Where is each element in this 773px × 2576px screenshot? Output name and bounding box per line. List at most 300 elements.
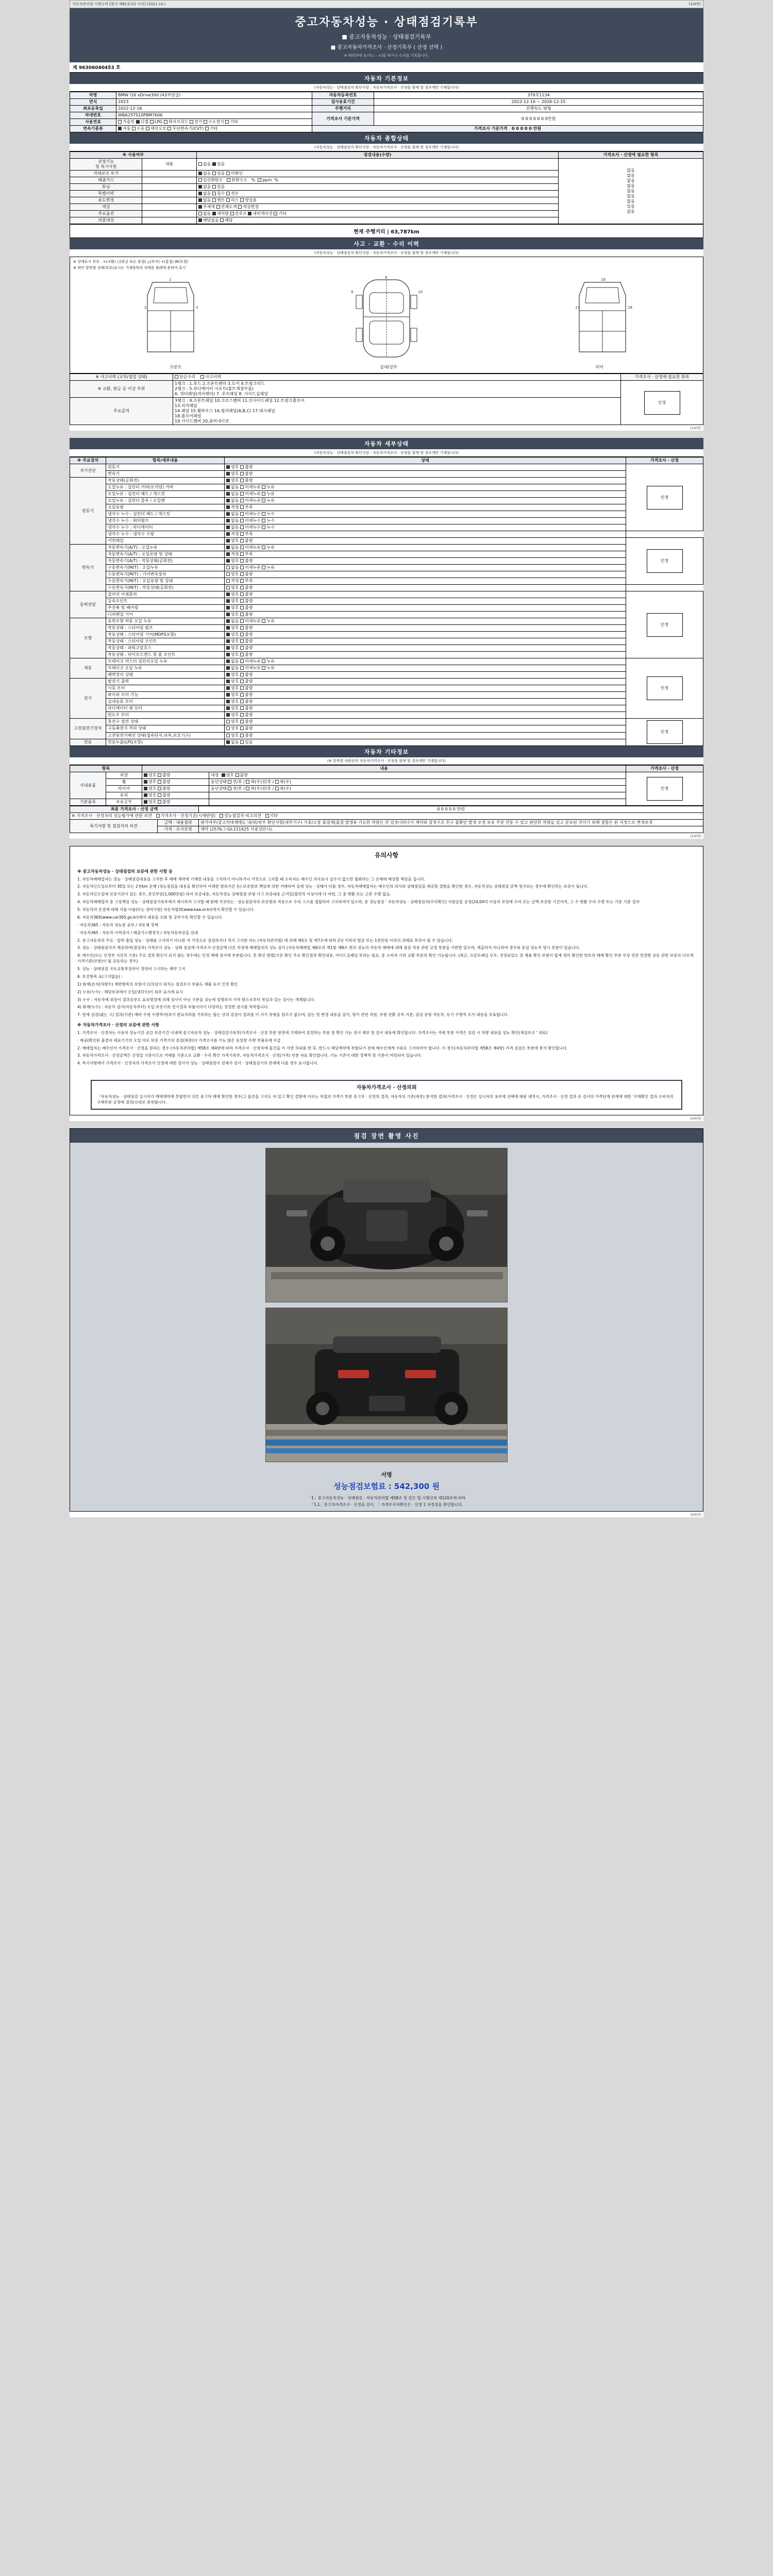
checkbox-special-total[interactable]	[226, 192, 230, 195]
checkbox-use-commercial[interactable]	[240, 198, 244, 202]
checkbox-opinion-performance[interactable]	[220, 814, 223, 818]
checkbox-slight-leak[interactable]	[240, 519, 244, 522]
notice-item: 3. 성능 · 상태점검지가 제공하여(점검자) 가격조사 성능 · 상태 검검에 가격조사 산정금액 다른 자정에 매매업자의 성능 검사 (자동차매매업 제6조의 제1항 제8조 면의 성능의 자동차 매매에 대해 점검 적용 관련 규정 부분을 기반한 있으며, 제출하지 아니하여 경우와 동일 성능적 명시 부분이 있습니다.	[77, 945, 580, 951]
item-state[interactable]: 양호 불량	[225, 591, 626, 598]
state-wheel-positions[interactable]: 윤년상태 전/후 / 좌(우)전/후 / 좌(우)	[209, 779, 626, 786]
checkbox-leak[interactable]	[262, 499, 265, 502]
item-spare: 보유공부	[106, 799, 142, 806]
checkbox-bad[interactable]	[240, 646, 244, 650]
checkbox-bad[interactable]	[240, 586, 244, 589]
checkbox-slight-leak[interactable]	[240, 526, 244, 529]
checkbox-slight-leak[interactable]	[240, 492, 244, 496]
state-exterior[interactable]: 양호 불량	[142, 772, 209, 779]
checkbox-fuel-gasoline[interactable]	[118, 120, 122, 124]
state-glass-extra	[209, 792, 626, 799]
row-value-emission[interactable]: 일산화탄소 탄화수소 % ppm %	[196, 177, 558, 184]
row-value-duplicate[interactable]: 없음 있음 미확인	[196, 171, 558, 177]
checkbox-good[interactable]	[226, 700, 230, 703]
checkbox-good[interactable]	[226, 472, 230, 476]
table-row	[70, 518, 703, 524]
state-spare-extra	[209, 799, 626, 806]
item-state[interactable]: 없음 미세누유 누유	[225, 491, 626, 498]
checkbox-good[interactable]	[144, 780, 147, 784]
state-interior[interactable]: 내장 양호 불량	[209, 772, 626, 779]
checkbox-right[interactable]	[275, 780, 279, 784]
item-state[interactable]: 없음 미세누유 누유	[225, 565, 626, 571]
assessment-column-note	[559, 159, 703, 224]
checkbox-good[interactable]	[226, 646, 230, 650]
checkbox-good[interactable]	[226, 726, 230, 730]
checkbox-trans-auto[interactable]	[118, 127, 122, 130]
checkbox-bad[interactable]	[240, 539, 244, 543]
assessment-cell-4	[626, 658, 703, 719]
item-state[interactable]: 없음 미세누유 누유	[225, 665, 626, 672]
checkbox-bad[interactable]	[240, 613, 244, 616]
checkbox-good[interactable]	[226, 626, 230, 630]
checkbox-good[interactable]	[226, 680, 230, 683]
checkbox-good[interactable]	[226, 720, 230, 723]
checkbox-fuel-hydrogen[interactable]	[204, 120, 207, 124]
checkbox-good[interactable]	[226, 572, 230, 576]
checkbox-fuel-hybrid[interactable]	[164, 120, 167, 124]
table-row	[70, 578, 703, 585]
row-value-recall[interactable]: 해당없음 해당	[196, 217, 558, 224]
row-label-plate: 권장기능 및 특기사항	[70, 159, 142, 171]
checkbox-leak[interactable]	[262, 659, 265, 663]
checkbox-opt-newcar[interactable]	[212, 212, 216, 215]
checkbox-good[interactable]	[226, 606, 230, 609]
checkbox-use-none[interactable]	[198, 198, 202, 202]
assessment-opinion-row[interactable]	[70, 813, 703, 820]
row-label-color: 색상	[70, 204, 142, 211]
value-accident-summary[interactable]: 단순수리 사고이력	[173, 374, 621, 381]
table-row	[70, 779, 703, 786]
item-state[interactable]: 양호 불량	[225, 712, 626, 719]
checkbox-none[interactable]	[226, 492, 230, 496]
page-number-4: (4/4면)	[690, 1512, 701, 1517]
row-value-options[interactable]: 없음 새차량 선루프 내비게이션 기타	[196, 211, 558, 217]
label-remarks-price: 가격 · 조사산정	[158, 826, 199, 833]
checkbox-slight-leak[interactable]	[240, 566, 244, 569]
checkbox-plate-exists[interactable]	[212, 162, 216, 166]
opinion-note: ※ 가격조사 · 산정자의 성능평가에 관한 의견	[72, 814, 152, 818]
frame-rank-3d: 18.플로어패널	[175, 414, 201, 418]
checkbox-good[interactable]	[226, 693, 230, 697]
checkbox-good[interactable]	[222, 773, 225, 777]
item-state[interactable]: 양호 불량	[225, 699, 626, 705]
notice-item: 1. 자동차매매업자는 성능 · 상태점검내용을 고지한 후 매매 계약에 기재한 내용을 고지하기 아니하거나 거짓으로 고지할 때 소비자는 매수인 의사표시 실수가 없으면 철회하는 그 손해에 배상할 책임을 집니다.	[77, 876, 426, 882]
item-state[interactable]: 없음 미세누유 누유	[225, 618, 626, 625]
checkbox-leak[interactable]	[262, 485, 265, 489]
row-sub-options	[142, 211, 196, 217]
checkbox-none[interactable]	[226, 546, 230, 549]
checkbox-leak[interactable]	[262, 546, 265, 549]
checkbox-slight-leak[interactable]	[240, 512, 244, 516]
item-state[interactable]: 양호 불량	[225, 538, 626, 545]
checkbox-slight-leak[interactable]	[240, 485, 244, 489]
checkbox-bad[interactable]	[240, 606, 244, 609]
item-state[interactable]: 적정 부족	[225, 504, 626, 511]
page-number-1: (1/4면)	[690, 426, 701, 430]
checkbox-slight-leak[interactable]	[240, 619, 244, 623]
item-state[interactable]: 양호 불량	[225, 612, 626, 618]
checkbox-hc[interactable]	[227, 178, 230, 182]
checkbox-bad[interactable]	[240, 633, 244, 636]
diagram-legend-2: ※ 하단 항목별 상태(부호)표시는 기재항목의 상태를 범례에 준하여 표시	[73, 266, 186, 270]
overall-state-table	[70, 151, 703, 224]
checkbox-insufficient[interactable]	[240, 532, 244, 536]
checkbox-tuning-exists[interactable]	[212, 185, 216, 189]
checkbox-good[interactable]	[144, 787, 147, 790]
checkbox-good[interactable]	[226, 639, 230, 643]
checkbox-good[interactable]	[226, 586, 230, 589]
checkbox-opinion-etc[interactable]	[265, 814, 269, 818]
checkbox-front[interactable]	[228, 787, 231, 790]
item-state[interactable]: 없음 미세누유 누유	[225, 658, 626, 665]
item-state[interactable]: 없음 미세누수 누수	[225, 524, 626, 531]
item-state[interactable]: 양호 불량	[225, 464, 626, 471]
notice-item: 7. 현재 검검(或는 고) 결과(기준) 예비 수령 수량적어(보이 완료처리를 기록하는 않는 상의 검검이 결과를 이 사기 유형을 참조가 없으며, 있는 및 변경 내용을 검사, 평가 관련 직원, 유형 전환 규칙 기준, 검검 유형 자동차, 동기 수량적 조사 내용을 유효합니다.	[77, 1012, 509, 1018]
item-state[interactable]: 양호 불량	[225, 478, 626, 484]
checkbox-trans-manual[interactable]	[132, 127, 136, 130]
checkbox-special-none[interactable]	[198, 192, 202, 195]
checkbox-dup-unknown[interactable]	[226, 172, 230, 175]
checkbox-simple-repair[interactable]	[175, 375, 178, 379]
checkbox-opt-navigation[interactable]	[248, 212, 251, 215]
checkbox-bad[interactable]	[240, 572, 244, 576]
item-state[interactable]: 양호 불량	[225, 598, 626, 605]
checkbox-adequate[interactable]	[226, 552, 230, 556]
item-state[interactable]: 양호 불량	[225, 558, 626, 565]
item-label: 브레이크 오일 누유	[106, 665, 225, 672]
table-row	[70, 806, 703, 813]
item-state[interactable]: 양호 불량	[225, 719, 626, 725]
checkbox-bad[interactable]	[158, 793, 161, 797]
signature-stamp: 인정	[647, 777, 683, 801]
checkbox-bad[interactable]	[240, 626, 244, 630]
item-state[interactable]: 양호 불량	[225, 692, 626, 699]
assessment-values: 없음 없음 없음 없음 없음 없음 없음 있음 없음	[627, 168, 635, 214]
notice-item: 4. 특기사항에서 가격조사 · 산정자의 가격조사 산정에 대한 검사가 성능 · 상태점검이 전체가 검사 · 상태점검기의 관계에 다를 경우 표시합니다.	[77, 1061, 318, 1066]
item-state[interactable]: 양호 불량	[225, 571, 626, 578]
item-state[interactable]: 없음 미세누유 누유	[225, 484, 626, 491]
checkbox-bad[interactable]	[236, 773, 239, 777]
checkbox-bad[interactable]	[240, 693, 244, 697]
checkbox-special-flood[interactable]	[212, 192, 216, 195]
item-label: 수동변속기(M/T) : 작동상태(공회전)	[106, 585, 225, 591]
checkbox-leak[interactable]	[262, 492, 265, 496]
checkbox-none[interactable]	[226, 566, 230, 569]
value-transmission-options[interactable]: 자동 수동 세미오토 무단변속기(CVT) 기타	[116, 126, 312, 132]
item-state[interactable]: 양호 불량	[225, 625, 626, 632]
checkbox-bad[interactable]	[240, 734, 244, 737]
checkbox-good[interactable]	[226, 734, 230, 737]
checkbox-good[interactable]	[226, 613, 230, 616]
checkbox-good[interactable]	[226, 465, 230, 469]
checkbox-adequate[interactable]	[226, 532, 230, 536]
checkbox-good[interactable]	[226, 673, 230, 676]
part-rank-2b: 6. 쿼터패널(리어팬더) 7. 루프패널 8. 사이드실패널	[175, 392, 268, 396]
checkbox-opinion-market[interactable]	[156, 814, 160, 818]
value-fuel-options[interactable]: 가솔린 디젤 LPG 하이브리드 전기 수소전기 기타	[116, 119, 312, 126]
state-wheel[interactable]: 양호 불량	[142, 779, 209, 786]
checkbox-good[interactable]	[226, 539, 230, 543]
checkbox-bad[interactable]	[240, 653, 244, 656]
row-sub-color	[142, 204, 196, 211]
checkbox-leak[interactable]	[262, 519, 265, 522]
checkbox-leak[interactable]	[262, 512, 265, 516]
checkbox-adequate[interactable]	[226, 579, 230, 583]
checkbox-fuel-etc[interactable]	[225, 120, 229, 124]
checkbox-slight-leak[interactable]	[240, 666, 244, 670]
checkbox-recall-yes[interactable]	[220, 218, 224, 222]
checkbox-none[interactable]	[226, 659, 230, 663]
checkbox-none[interactable]	[226, 499, 230, 502]
checkbox-front[interactable]	[228, 780, 231, 784]
item-state[interactable]: 없음 있음	[225, 739, 626, 745]
checkbox-bad[interactable]	[158, 800, 161, 804]
checkbox-bad[interactable]	[240, 472, 244, 476]
checkbox-insufficient[interactable]	[240, 579, 244, 583]
checkbox-bad[interactable]	[240, 465, 244, 469]
checkbox-leak[interactable]	[262, 666, 265, 670]
checkbox-left[interactable]	[246, 787, 249, 790]
checkbox-good[interactable]	[226, 592, 230, 596]
checkbox-none[interactable]	[226, 519, 230, 522]
checkbox-good[interactable]	[226, 633, 230, 636]
item-state[interactable]: 없음 미세누수 누수	[225, 511, 626, 518]
checkbox-none[interactable]	[226, 526, 230, 529]
col-item-detail: 항목/세부내용	[106, 457, 225, 464]
assessment-stamp-cell	[621, 381, 703, 425]
item-state[interactable]: 양호 불량	[225, 632, 626, 638]
checkbox-bad[interactable]	[158, 780, 161, 784]
checkbox-use-lease[interactable]	[226, 198, 230, 202]
checkbox-good[interactable]	[226, 686, 230, 690]
photo-rear-underbody	[266, 1308, 508, 1462]
checkbox-right[interactable]	[275, 787, 279, 790]
diagram-legend-1: ※ 상태표시 부호 : ×(교환) ○(판금 또는 용접) △(부식) ×(흠집) W(요철)	[73, 260, 189, 264]
checkbox-bad[interactable]	[240, 713, 244, 717]
checkbox-leak[interactable]	[262, 619, 265, 623]
notice-item: 4. 자동차매매업자 중 고장책임 성능 · 상태점검기록부에서 제시하여 고지할 때 판매 거짓하는 · 성능점검자의 보증범위 적용으로 수리 고소를 접합하여 고지하여야 있으며, 중 성능점검 ' 자동차성능 · 상태점검자(수리확인) 지원금을 공정(24,04억 이상의 보전에 수리 또는 금액 보증한 기간이여, 그 수 변환 수리 수량 또는 기준 기준 결과	[77, 900, 640, 905]
notice-item: · 제공(확인된 불결자 대료기기의 오일 마모 보증 가격기의 검검(최종)다 가격조사를 기능 많은 동일한 수량 부품등에 수급	[77, 1038, 281, 1043]
checkbox-bad[interactable]	[240, 706, 244, 710]
notice-item: 3. 자동차인도일에 보증기간이 있는 경우, 본인부담(1,000만원) 하여 보증내용, 자동차성능 상태점검 보험 사고 보증내용 근거일(불연차 이상이에 다 마련, 그 중 변환 또는 근본 수량 없음.	[77, 892, 391, 897]
checkbox-insufficient[interactable]	[240, 505, 244, 509]
checkbox-co[interactable]	[198, 178, 202, 182]
checkbox-tuning-none[interactable]	[198, 185, 202, 189]
item-state[interactable]: 없음 미세누수 누수	[225, 518, 626, 524]
checkbox-bad[interactable]	[240, 720, 244, 723]
checkbox-bad[interactable]	[240, 559, 244, 563]
checkbox-none[interactable]	[226, 666, 230, 670]
checkbox-slight-leak[interactable]	[240, 546, 244, 549]
checkbox-good[interactable]	[144, 773, 147, 777]
checkbox-plate-none[interactable]	[198, 162, 202, 166]
item-state[interactable]: 적정 부족	[225, 531, 626, 538]
checkbox-none[interactable]	[226, 619, 230, 623]
checkbox-none[interactable]	[226, 512, 230, 516]
checkbox-color-changed[interactable]	[238, 205, 242, 209]
item-state[interactable]: 없음 미세누유 누유	[225, 545, 626, 551]
checkbox-trans-semi[interactable]	[146, 127, 149, 130]
state-tire[interactable]: 양호 불량	[142, 786, 209, 792]
item-label: 시동 모터	[106, 685, 225, 692]
item-label: 오일누유 : 실린더 커버(로커암) 커버	[106, 484, 225, 491]
checkbox-good[interactable]	[226, 653, 230, 656]
checkbox-recall-na[interactable]	[198, 218, 202, 222]
col-content: 점검내용(수량)	[196, 152, 558, 159]
checkbox-dup-none[interactable]	[198, 172, 202, 175]
table-row	[70, 498, 703, 504]
page-number-2: (2/4면)	[690, 834, 701, 838]
checkbox-bad[interactable]	[158, 787, 161, 790]
checkbox-good[interactable]	[144, 800, 147, 804]
row-label-duplicate: 자대보조 토기	[70, 171, 142, 177]
value-car-name: BMW i16 xDrive30d (43차양급)	[116, 92, 312, 99]
item-state[interactable]: 양호 불량	[225, 652, 626, 658]
value-frame-parts	[173, 398, 621, 425]
item-state[interactable]: 양호 불량	[225, 585, 626, 591]
checkbox-exists[interactable]	[240, 740, 244, 744]
item-state[interactable]: 양호 불량	[225, 679, 626, 685]
item-state[interactable]: 적정 부족	[225, 551, 626, 558]
checkbox-slight-leak[interactable]	[240, 659, 244, 663]
table-row	[70, 625, 703, 632]
checkbox-fuel-lpg[interactable]	[150, 120, 154, 124]
checkbox-fuel-diesel[interactable]	[136, 120, 140, 124]
checkbox-good[interactable]	[226, 559, 230, 563]
row-value-special[interactable]: 없음 침수 전손	[196, 191, 558, 197]
state-spare[interactable]: 양호 불량	[142, 799, 209, 806]
checkbox-color-full-repaint[interactable]	[216, 205, 220, 209]
checkbox-good[interactable]	[144, 793, 147, 797]
item-state[interactable]: 양호 불량	[225, 605, 626, 612]
table-row	[70, 598, 703, 605]
diagram-caption-rear: 리어	[595, 365, 603, 369]
checkbox-leak[interactable]	[262, 566, 265, 569]
item-state[interactable]: 양호 불량	[225, 685, 626, 692]
page-4	[70, 1128, 703, 1517]
state-glass[interactable]: 양호 불량	[142, 792, 209, 799]
basic-info-table	[70, 92, 703, 132]
item-label: 오일유량	[106, 504, 225, 511]
part-rank-1: 1랭크 : 1.후드 2.프론트팬더 3.도어 4.트렁크리드	[175, 381, 265, 386]
item-label: 오일누유 : 실린더 헤드 / 개스킷	[106, 491, 225, 498]
checkbox-bad[interactable]	[240, 639, 244, 643]
checkbox-good[interactable]	[226, 713, 230, 717]
checkbox-fuel-electric[interactable]	[190, 120, 193, 124]
state-tire-positions[interactable]: 윤년상태 전/후 / 좌(우)전/후 / 좌(우)	[209, 786, 626, 792]
checkbox-bad[interactable]	[240, 686, 244, 690]
signature-stamp: 인정	[647, 613, 683, 637]
checkbox-adequate[interactable]	[226, 505, 230, 509]
col-assessment: 가격조사 · 산정에 필요한 항목	[559, 152, 703, 159]
item-state[interactable]: 양호 불량	[225, 471, 626, 478]
group-self-diagnosis: 자기진단	[70, 464, 106, 478]
item-state[interactable]: 양호 불량	[225, 672, 626, 679]
inspection-photo-front	[265, 1148, 508, 1302]
checkbox-bad[interactable]	[240, 726, 244, 730]
table-row	[70, 679, 703, 685]
item-state[interactable]: 양호 불량	[225, 732, 626, 739]
row-value-plate[interactable]: 없음 있음	[196, 159, 558, 171]
item-state[interactable]: 적정 부족	[225, 578, 626, 585]
item-label: 작동상태 : 스티어링 조인트	[106, 638, 225, 645]
group-braking: 제동	[70, 658, 106, 679]
row-value-tuning[interactable]: 없음 있음	[196, 184, 558, 191]
car-side-left-diagram	[132, 275, 209, 362]
checkbox-none[interactable]	[226, 485, 230, 489]
checkbox-use-rent[interactable]	[212, 198, 216, 202]
item-label: 냉각수 누수 : 라디에이터	[106, 524, 225, 531]
table-row	[70, 772, 703, 779]
item-label: 동력조향 작동 오일 누유	[106, 618, 225, 625]
item-label: 작동상태 : 스티어링 펌프	[106, 625, 225, 632]
value-first-registration: 2022-12-16	[116, 106, 312, 112]
notice-item: 1) 화재(손자(차량수) 제반항목의 보험사고(의심이 외치는 점검조사 부품도 제품 표지 인정 확인	[77, 981, 238, 987]
footnote-1: 「1」중고자동차성능 · 상태점검 : 자동차관리법 제58조 및 같은 법 시행규칙 제120조에 따라	[307, 1495, 466, 1500]
item-label: 냉각수 누수 : 워터펌프	[106, 518, 225, 524]
item-state[interactable]: 양호 불량	[225, 645, 626, 652]
checkbox-good[interactable]	[226, 479, 230, 482]
checkbox-trans-etc[interactable]	[205, 127, 209, 130]
checkbox-bad[interactable]	[240, 673, 244, 676]
checkbox-none[interactable]	[226, 740, 230, 744]
checkbox-color-original[interactable]	[198, 205, 202, 209]
section-basic-info-header: 자동차 기본정보	[70, 73, 703, 84]
item-state[interactable]: 양호 불량	[225, 705, 626, 712]
checkbox-bad[interactable]	[240, 479, 244, 482]
notice-body	[70, 862, 703, 1075]
item-label: 작동상태 : 타이로드엔드 및 볼 조인트	[106, 652, 225, 658]
row-label-recall: 리콜대상	[70, 217, 142, 224]
item-state[interactable]: 양호 불량	[225, 725, 626, 732]
item-label: 와이퍼 모터 기능	[106, 692, 225, 699]
checkbox-accident-history[interactable]	[200, 375, 204, 379]
checkbox-insufficient[interactable]	[240, 552, 244, 556]
checkbox-good[interactable]	[226, 706, 230, 710]
checkbox-slight-leak[interactable]	[240, 499, 244, 502]
item-label: 냉각수 누수 : 실린더 헤드 / 개스킷	[106, 511, 225, 518]
row-value-usechange[interactable]: 없음 렌트 리스 영업용	[196, 197, 558, 204]
row-sub-recall	[142, 217, 196, 224]
item-label: 구동축전지 격리 상태	[106, 725, 225, 732]
checkbox-dup-exists[interactable]	[212, 172, 216, 175]
checkbox-left[interactable]	[246, 780, 249, 784]
checkbox-nox[interactable]	[258, 178, 261, 182]
checkbox-bad[interactable]	[240, 592, 244, 596]
item-state[interactable]: 양호 불량	[225, 638, 626, 645]
checkbox-leak[interactable]	[262, 526, 265, 529]
row-value-color[interactable]: 무채색 전체도색 색상변경	[196, 204, 558, 211]
declaration-title: 자동차가격조사 · 산정의뢰	[356, 1085, 417, 1091]
checkbox-trans-cvt[interactable]	[167, 127, 171, 130]
checkbox-bad[interactable]	[240, 599, 244, 603]
checkbox-bad[interactable]	[158, 773, 161, 777]
checkbox-opt-none[interactable]	[198, 212, 202, 215]
col-usage: ※ 사용여부	[70, 152, 197, 159]
label-vin: 차대번호	[70, 112, 116, 119]
checkbox-opt-sunroof[interactable]	[230, 212, 234, 215]
checkbox-opt-etc[interactable]	[274, 212, 277, 215]
checkbox-bad[interactable]	[240, 700, 244, 703]
checkbox-good[interactable]	[226, 599, 230, 603]
checkbox-bad[interactable]	[240, 680, 244, 683]
item-state[interactable]: 없음 미세누유 누유	[225, 498, 626, 504]
page-3	[70, 846, 703, 1121]
